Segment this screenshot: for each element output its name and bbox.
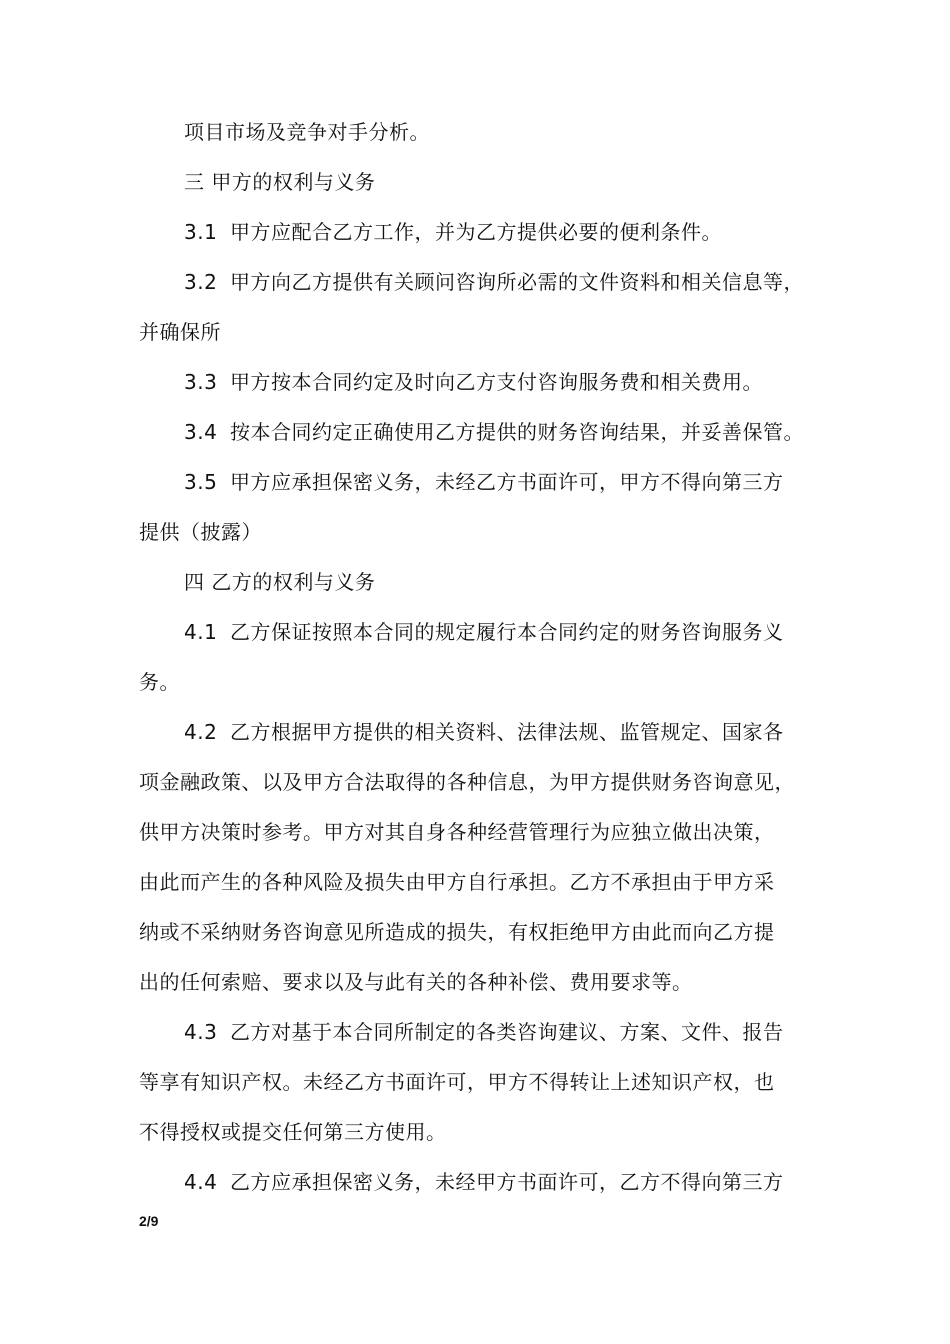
line-text: 出的任何索赔、要求以及与此有关的各种补偿、费用要求等。 (139, 970, 693, 994)
clause-line (184, 1168, 784, 1196)
clause-line (184, 368, 763, 396)
line-text: 并确保所 (139, 320, 221, 344)
paragraph-line (139, 768, 795, 796)
section-heading (184, 568, 375, 596)
clause-number: 3.5 (184, 470, 218, 494)
clause-number: 4.3 (184, 1020, 218, 1044)
paragraph-line (184, 118, 430, 146)
line-text: 甲方向乙方提供有关顾问咨询所必需的文件资料和相关信息等， (230, 270, 804, 294)
line-text: 务。 (139, 670, 180, 694)
clause-number: 4.4 (184, 1170, 218, 1194)
paragraph-line (139, 918, 775, 946)
line-text: 甲方应配合乙方工作，并为乙方提供必要的便利条件。 (230, 220, 722, 244)
line-text: 项目市场及竞争对手分析。 (184, 120, 430, 144)
clause-line (184, 718, 784, 746)
line-text: 等享有知识产权。未经乙方书面许可，甲方不得转让上述知识产权，也 (139, 1070, 775, 1094)
paragraph-line (139, 818, 775, 846)
clause-number: 3.1 (184, 220, 218, 244)
section-heading (184, 168, 375, 196)
clause-number: 4.2 (184, 720, 218, 744)
clause-line (184, 618, 784, 646)
line-text: 供甲方决策时参考。甲方对其自身各种经营管理行为应独立做出决策， (139, 820, 775, 844)
page-number: 2/9 (139, 1213, 159, 1229)
heading-text: 四 乙方的权利与义务 (184, 570, 376, 594)
paragraph-line (139, 1068, 775, 1096)
line-text: 甲方应承担保密义务，未经乙方书面许可，甲方不得向第三方 (230, 470, 784, 494)
line-text: 按本合同约定正确使用乙方提供的财务咨询结果，并妥善保管。 (230, 420, 804, 444)
line-text: 甲方按本合同约定及时向乙方支付咨询服务费和相关费用。 (230, 370, 763, 394)
clause-number: 3.2 (184, 270, 218, 294)
clause-line (184, 418, 804, 446)
paragraph-line (139, 968, 693, 996)
line-text: 乙方应承担保密义务，未经甲方书面许可，乙方不得向第三方 (230, 1170, 784, 1194)
heading-text: 三 甲方的权利与义务 (184, 170, 376, 194)
clause-line (184, 468, 784, 496)
clause-line (184, 218, 722, 246)
line-text: 提供（披露） (139, 520, 262, 544)
paragraph-line (139, 1118, 447, 1146)
clause-number: 4.1 (184, 620, 218, 644)
line-text: 不得授权或提交任何第三方使用。 (139, 1120, 447, 1144)
line-text: 乙方根据甲方提供的相关资料、法律法规、监管规定、国家各 (230, 720, 784, 744)
clause-line (184, 268, 804, 296)
clause-number: 3.3 (184, 370, 218, 394)
paragraph-line (139, 668, 180, 696)
clause-line (184, 1018, 784, 1046)
paragraph-line (139, 518, 262, 546)
line-text: 乙方对基于本合同所制定的各类咨询建议、方案、文件、报告 (230, 1020, 784, 1044)
clause-number: 3.4 (184, 420, 218, 444)
line-text: 项金融政策、以及甲方合法取得的各种信息，为甲方提供财务咨询意见， (139, 770, 795, 794)
line-text: 由此而产生的各种风险及损失由甲方自行承担。乙方不承担由于甲方采 (139, 870, 775, 894)
line-text: 乙方保证按照本合同的规定履行本合同约定的财务咨询服务义 (230, 620, 784, 644)
paragraph-line (139, 868, 775, 896)
paragraph-line (139, 318, 221, 346)
line-text: 纳或不采纳财务咨询意见所造成的损失，有权拒绝甲方由此而向乙方提 (139, 920, 775, 944)
